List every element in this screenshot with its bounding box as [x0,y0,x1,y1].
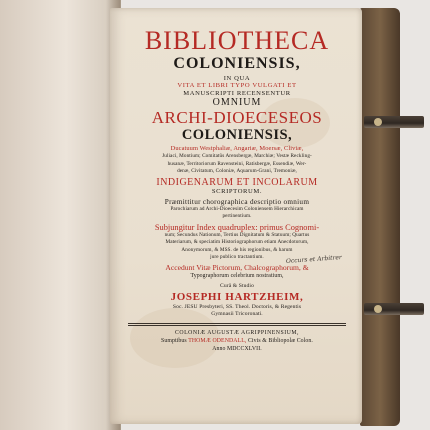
index-line: num; Secundus Nationum, Tertius Dignitatum & Statuum; Quartus [164,232,310,239]
manuscripti: MANUSCRIPTI RECENSENTUR [183,89,291,97]
book-back-board [360,8,400,426]
cura-et-studio: Curâ & Studio [220,283,254,290]
imprint-line-1: COLONIÆ AUGUSTÆ AGRIPPINENSIUM, [175,329,299,336]
title-page-text [118,26,356,354]
imprint-publisher: THOMÆ ODENDALL, [188,337,247,344]
imprint-civis: Civis & Bibliopolæ Colon. [247,337,313,344]
praemittitur-line: pertinentium. [222,212,252,219]
author-desc-2: Gymnasii Tricoronati. [211,311,263,318]
archi-dioeceseos: ARCHI-DIOECESEOS [151,108,323,128]
author-name: JOSEPHI HARTZHEIM, [170,291,304,304]
index-line: Materiarum, & speciatim Historiographorum etiam Anecdotorum, [165,239,309,246]
imprint-line-2 [118,338,356,346]
title-line-1: BIBLIOTHECA [144,26,330,55]
left-blank-page [0,0,121,430]
imprint-sumptibus: Sumptibus [161,337,187,344]
omnium: OMNIUM [212,97,262,109]
ducatuum-line: husanæ, Territoriorum Ravensteini, Ratisbergæ, Essendiæ, Wer- [167,160,307,167]
clasp-pin-icon [374,305,382,313]
praemittitur-line: Parochiarum ad Archi-Dioecesim Coloniensem Hierarchicam [170,205,304,212]
indigenarum: INDIGENARUM ET INCOLARUM [156,176,318,188]
imprint-year: Anno MDCCXLVII. [212,345,262,352]
ducatuum-line: denæ, Civitatum, Coloniæ, Aquarum-Grani, Tremoniæ, [177,167,297,174]
upper-clasp [364,116,424,128]
index-line: jure publico tractantium. [210,253,264,260]
in-qua: IN QUA [223,75,251,83]
subjungitur: Subjungitur Index quadruplex: primus Cognomi- [154,222,320,232]
vita-libri: VITA ET LIBRI TYPO VULGATI ET [177,82,297,90]
divider [128,323,346,324]
author-desc-1: Soc. JESU Presbyteri, SS. Theol. Doctoris, & Regentis [172,303,302,310]
divider [128,325,346,326]
scriptorum: SCRIPTORUM. [211,188,263,196]
title-page [110,8,362,424]
ducatuum-line: Ducatuum Westphaliæ, Angariæ, Moersæ, Cliviæ, [170,144,304,152]
praemittitur-line: Præmittitur chorographica descriptio omnium [164,197,310,206]
coloniensis: COLONIENSIS, [181,127,293,144]
lower-clasp [364,303,424,315]
accedunt-line-1: Accedunt Vitæ Pictorum, Chalcographorum, & [165,263,309,272]
ducatuum-line: Juliaci, Montium; Comitatûs Arensbergæ, Marchiæ; Vestæ Reckling- [162,153,312,160]
clasp-pin-icon [374,118,382,126]
index-line: Anonymorum, & MSS. de his regionibus, & harum [181,246,293,253]
title-line-2: COLONIENSIS, [173,55,301,73]
accedunt-line-2: Typographorum celebrium nostratium, [190,272,284,279]
handwritten-ownership-note: Occurs et Arbitrer [285,254,343,265]
